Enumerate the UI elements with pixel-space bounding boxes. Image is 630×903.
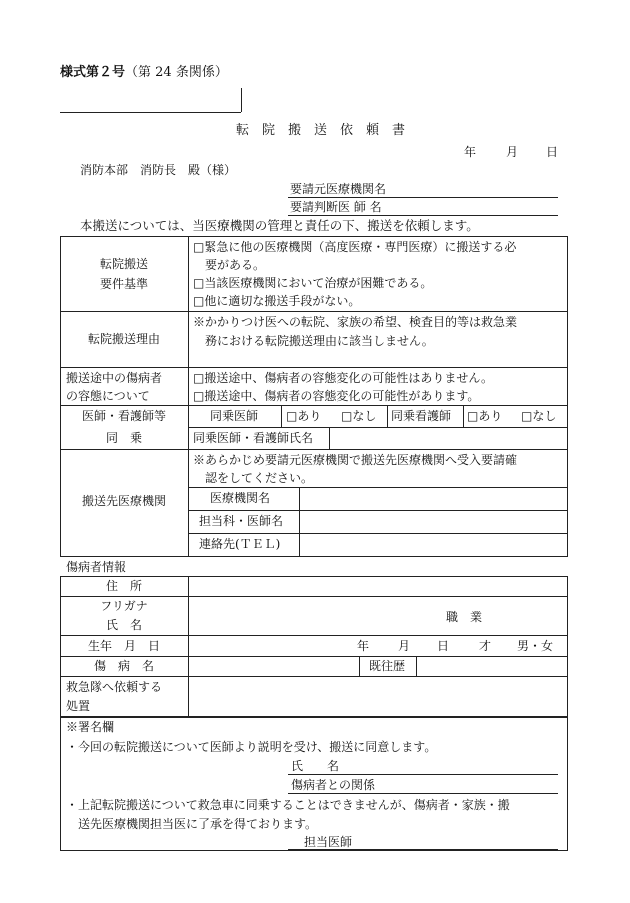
relation-line[interactable] (288, 793, 558, 794)
escort-div-4 (329, 427, 330, 449)
relation-label: 傷病者との関係 (291, 778, 376, 792)
destination-sep-2 (188, 510, 568, 511)
date-year-label: 年 (464, 145, 477, 159)
escort-doctor-no[interactable]: □なし (341, 409, 377, 423)
signature-title: ※署名欄 (66, 720, 115, 734)
condition-label-2: の容態について (66, 389, 150, 403)
birth-month: 月 (398, 639, 411, 653)
consent-text: ・今回の転院搬送について医師より説明を受け、搬送に同意します。 (66, 740, 437, 754)
refusal-text-1: ・上記転院搬送について救急車に同乗することはできませんが、傷病者・家族・搬 (66, 798, 510, 812)
destination-label: 搬送先医療機関 (81, 494, 166, 508)
escort-names-label: 同乗医師・看護師氏名 (193, 431, 314, 445)
form-number (60, 66, 228, 79)
name-label: 氏 名 (105, 618, 142, 632)
criteria-label-2: 要件基準 (99, 277, 148, 291)
criteria-item-3[interactable]: □他に適切な搬送手段がない。 (193, 294, 361, 308)
escort-nurse-label: 同乗看護師 (391, 409, 452, 423)
occupation-label: 職 業 (446, 610, 483, 624)
criteria-item-1-cont: 要がある。 (193, 258, 266, 272)
condition-option-2[interactable]: □搬送途中、傷病者の容態変化の可能性があります。 (193, 389, 480, 403)
stamp-bracket-bottom (60, 112, 241, 113)
destination-institution-label: 医療機関名 (210, 491, 271, 505)
reason-label: 転院搬送理由 (87, 332, 160, 346)
date-month-label: 月 (506, 145, 519, 159)
attending-doctor-line[interactable] (288, 849, 558, 850)
escort-label-1: 医師・看護師等 (81, 409, 166, 423)
history-div-right (416, 656, 417, 676)
history-label: 既往歴 (369, 659, 406, 673)
destination-inner-divider (299, 487, 300, 557)
escort-inner-sep (188, 427, 568, 428)
age-label: 才 (479, 639, 492, 653)
criteria-label-1: 転院搬送 (99, 257, 148, 271)
escort-div-2 (387, 405, 388, 427)
patient-sep-3 (60, 656, 568, 657)
signature-name-line[interactable] (288, 774, 558, 775)
request-label-2: 処置 (66, 699, 91, 713)
patient-sep-1 (60, 596, 568, 597)
destination-note-1: ※あらかじめ要請元医療機関で搬送先医療機関へ受入要請確 (193, 453, 518, 467)
destination-department-label: 担当科・医師名 (199, 514, 284, 528)
request-label-1: 救急隊へ依頼する (66, 680, 163, 694)
condition-option-1[interactable]: □搬送途中、傷病者の容態変化の可能性はありません。 (193, 371, 494, 385)
addressee: 消防本部 消防長 殿（様） (80, 163, 237, 177)
condition-label-1: 搬送途中の傷病者 (66, 371, 163, 385)
patient-sep-2 (60, 635, 568, 636)
furigana-label: フリガナ (100, 599, 148, 613)
form-number-text: 様式第２号 (60, 65, 126, 80)
patient-sep-4 (60, 676, 568, 677)
intro-text: 本搬送については、当医療機関の管理と責任の下、搬送を依頼します。 (80, 218, 479, 233)
form-reference: （第 24 条関係） (125, 65, 228, 80)
sex-label[interactable]: 男・女 (517, 639, 554, 653)
destination-contact-label: 連絡先(ＴＥＬ) (199, 537, 281, 551)
escort-nurse-yes[interactable]: □あり (467, 409, 503, 423)
signature-name-label: 氏 名 (291, 759, 340, 773)
row-sep-2 (60, 367, 568, 368)
requesting-doctor-label: 要請判断医 師 名 (290, 200, 382, 214)
patient-table-divider (188, 576, 189, 717)
reason-note-2: 務における転院搬送理由に該当しません。 (193, 334, 434, 348)
escort-doctor-label: 同乗医師 (210, 409, 259, 423)
birth-day: 日 (437, 639, 450, 653)
attending-doctor-label: 担当医師 (304, 835, 353, 849)
history-div-left (359, 656, 360, 676)
escort-nurse-no[interactable]: □なし (521, 409, 557, 423)
requesting-institution-label: 要請元医療機関名 (290, 182, 387, 196)
request-table-divider (188, 236, 189, 557)
destination-sep-3 (188, 533, 568, 534)
patient-section-title: 傷病者情報 (66, 560, 127, 574)
destination-note-2: 認をしてください。 (193, 471, 314, 485)
row-sep-1 (60, 311, 568, 312)
escort-div-3 (463, 405, 464, 427)
reason-note-1: ※かかりつけ医への転院、家族の希望、検査目的等は救急業 (193, 315, 518, 329)
criteria-item-2[interactable]: □当該医療機関において治療が困難である。 (193, 276, 433, 290)
date-day-label: 日 (546, 145, 559, 159)
row-sep-4 (60, 449, 568, 450)
birth-year: 年 (357, 639, 370, 653)
row-sep-3 (60, 405, 568, 406)
refusal-text-2: 送先医療機関担当医に了承を得ております。 (66, 817, 318, 831)
stamp-bracket-side (241, 88, 242, 112)
criteria-item-1[interactable]: □緊急に他の医療機関（高度医療・専門医療）に搬送する必 (193, 240, 517, 254)
document-title: 転 院 搬 送 依 頼 書 (236, 123, 406, 138)
requesting-doctor-line[interactable] (288, 215, 558, 216)
escort-label-2: 同 乗 (105, 431, 142, 445)
birthdate-label: 生年 月 日 (87, 639, 160, 653)
disease-label: 傷 病 名 (93, 659, 154, 673)
address-label: 住 所 (105, 579, 142, 593)
requesting-institution-line[interactable] (288, 197, 558, 198)
escort-div-1 (281, 405, 282, 427)
escort-doctor-yes[interactable]: □あり (286, 409, 322, 423)
destination-sep-1 (188, 487, 568, 488)
